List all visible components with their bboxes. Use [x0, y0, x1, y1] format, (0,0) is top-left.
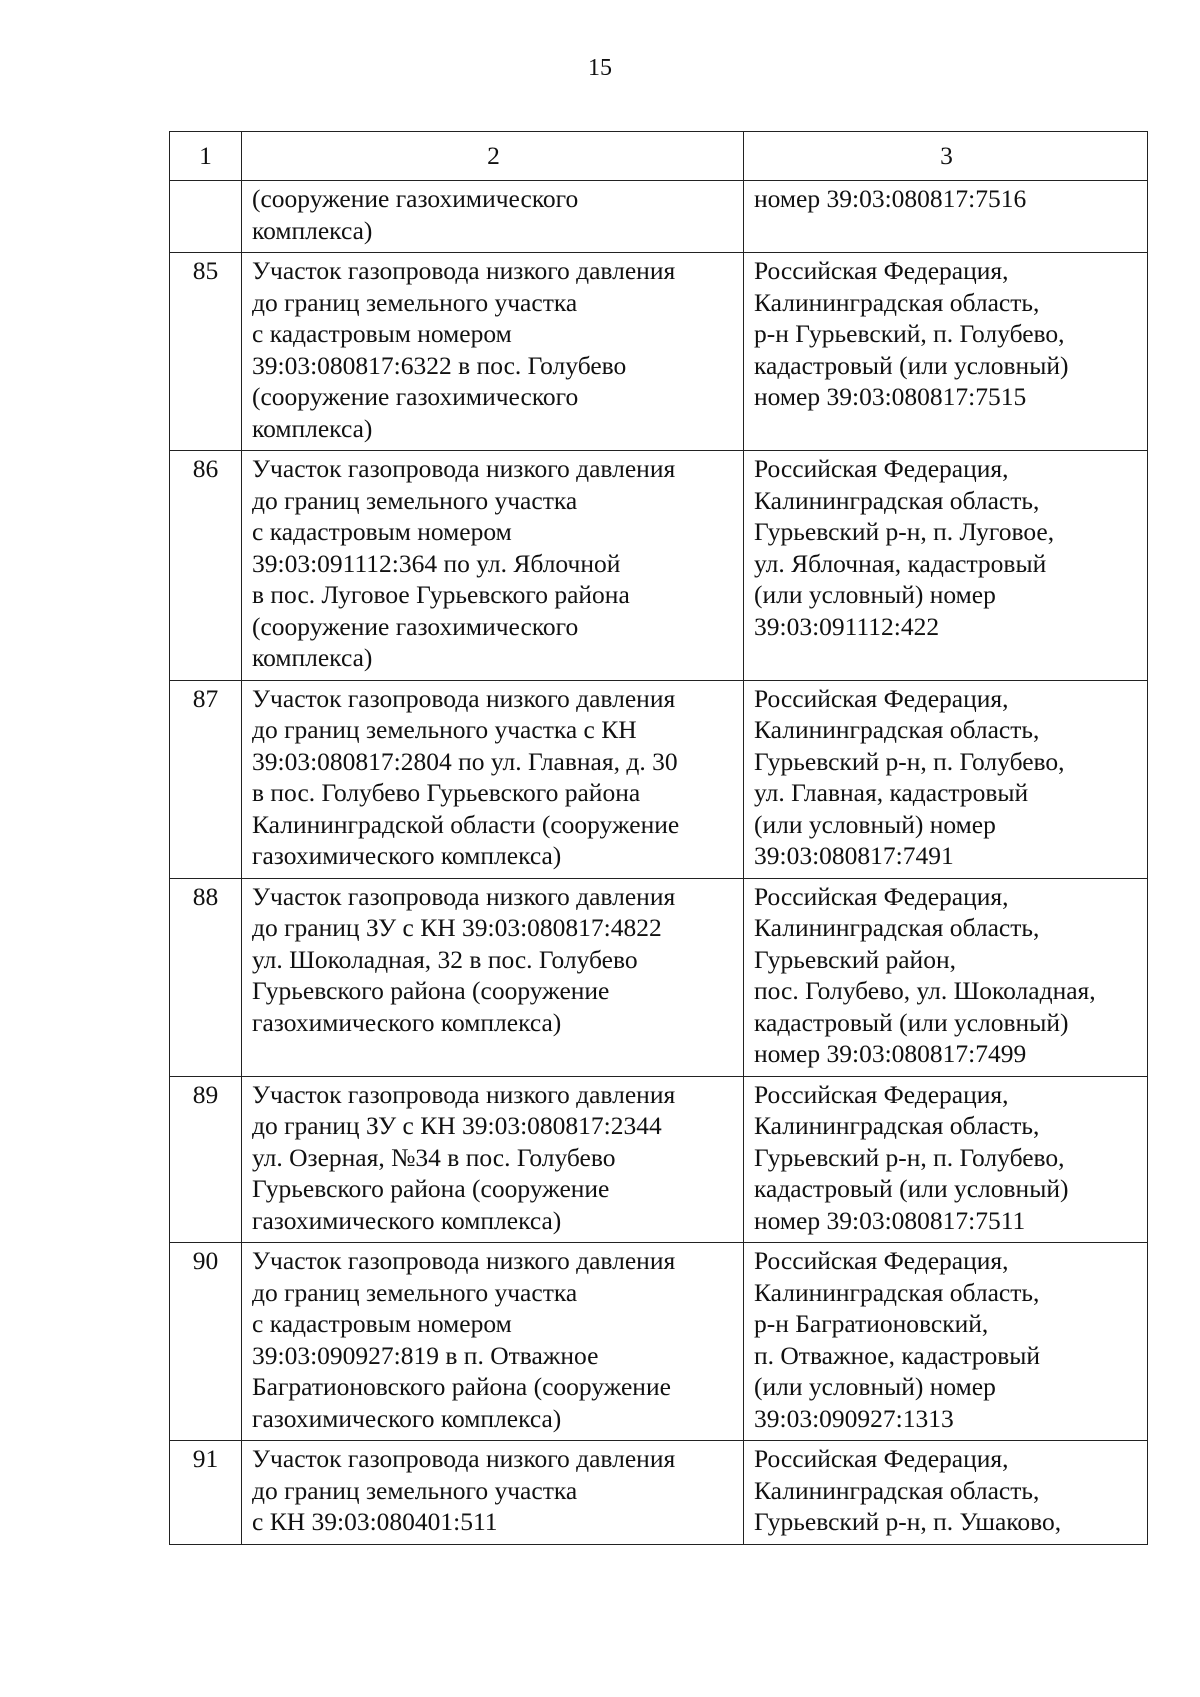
table-row — [170, 181, 1148, 253]
row-location: Российская Федерация, Калининградская область, Гурьевский р-н, п. Голубево, ул. Главная, кадастровый (или условный) номер 39:03:080817:7491 — [744, 680, 1148, 878]
table-row — [170, 878, 1148, 1076]
row-number: 90 — [170, 1243, 242, 1441]
row-location: Российская Федерация, Калининградская область, Гурьевский р-н, п. Ушаково, — [744, 1441, 1148, 1545]
row-description: Участок газопровода низкого давления до границ ЗУ с КН 39:03:080817:2344 ул. Озерная, №34 в пос. Голубево Гурьевского района (сооружение газохимического комплекса) — [242, 1076, 744, 1243]
table-row — [170, 1243, 1148, 1441]
column-header-2: 2 — [242, 132, 744, 181]
row-location: Российская Федерация, Калининградская область, р-н Гурьевский, п. Голубево, кадастровый (или условный) номер 39:03:080817:7515 — [744, 253, 1148, 451]
row-number: 88 — [170, 878, 242, 1076]
row-location: Российская Федерация, Калининградская область, р-н Багратионовский, п. Отважное, кадастровый (или условный) номер 39:03:090927:1313 — [744, 1243, 1148, 1441]
column-header-1: 1 — [170, 132, 242, 181]
row-number: 86 — [170, 451, 242, 681]
row-number: 87 — [170, 680, 242, 878]
table-row — [170, 680, 1148, 878]
table-row — [170, 451, 1148, 681]
row-location: номер 39:03:080817:7516 — [744, 181, 1148, 253]
row-description: Участок газопровода низкого давления до границ земельного участка с кадастровым номером 39:03:090927:819 в п. Отважное Багратионовского района (сооружение газохимического комплекса) — [242, 1243, 744, 1441]
column-header-3: 3 — [744, 132, 1148, 181]
row-number: 91 — [170, 1441, 242, 1545]
table-row — [170, 1441, 1148, 1545]
row-description: Участок газопровода низкого давления до границ земельного участка с КН 39:03:080401:511 — [242, 1441, 744, 1545]
row-description: Участок газопровода низкого давления до границ ЗУ с КН 39:03:080817:4822 ул. Шоколадная, 32 в пос. Голубево Гурьевского района (сооружение газохимического комплекса) — [242, 878, 744, 1076]
table-header-row — [170, 132, 1148, 181]
table-row — [170, 253, 1148, 451]
table-row — [170, 1076, 1148, 1243]
row-description: (сооружение газохимического комплекса) — [242, 181, 744, 253]
page-number: 15 — [588, 55, 612, 81]
row-description: Участок газопровода низкого давления до границ земельного участка с кадастровым номером 39:03:091112:364 по ул. Яблочной в пос. Луговое Гурьевского района (сооружение газохимического комплекса) — [242, 451, 744, 681]
row-description: Участок газопровода низкого давления до границ земельного участка с кадастровым номером 39:03:080817:6322 в пос. Голубево (сооружение газохимического комплекса) — [242, 253, 744, 451]
row-location: Российская Федерация, Калининградская область, Гурьевский р-н, п. Луговое, ул. Яблочная, кадастровый (или условный) номер 39:03:091112:422 — [744, 451, 1148, 681]
row-number: 85 — [170, 253, 242, 451]
document-table — [169, 131, 1148, 1545]
row-number: 89 — [170, 1076, 242, 1243]
row-description: Участок газопровода низкого давления до границ земельного участка с КН 39:03:080817:2804 по ул. Главная, д. 30 в пос. Голубево Гурьевского района Калининградской области (сооружение газохимического комплекса) — [242, 680, 744, 878]
row-number — [170, 181, 242, 253]
row-location: Российская Федерация, Калининградская область, Гурьевский р-н, п. Голубево, кадастровый (или условный) номер 39:03:080817:7511 — [744, 1076, 1148, 1243]
row-location: Российская Федерация, Калининградская область, Гурьевский район, пос. Голубево, ул. Шоколадная, кадастровый (или условный) номер 39:03:080817:7499 — [744, 878, 1148, 1076]
